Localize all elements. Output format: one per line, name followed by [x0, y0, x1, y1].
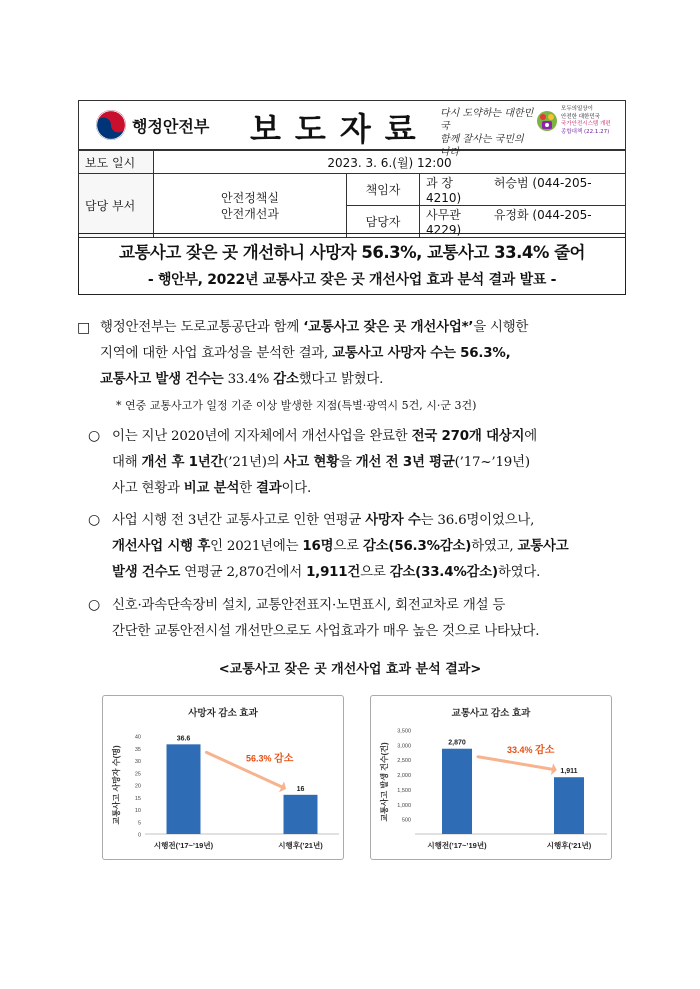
- contact-role: 책임자: [347, 174, 420, 206]
- y-tick-label: 3,000: [397, 743, 411, 750]
- safety-badge: [536, 106, 623, 136]
- x-tick-label: 시행후(’21년): [546, 841, 592, 850]
- chart-title: 교통사고 감소 효과: [451, 708, 531, 719]
- y-tick-label: 3,500: [397, 728, 411, 735]
- contact-name-phone: 유정화 (044-205-4229): [426, 208, 592, 237]
- text-run: 감소(56.3%감소): [362, 539, 472, 554]
- text-run: (’17~’19년): [454, 455, 530, 470]
- circle-bullet-icon: ○: [88, 597, 101, 613]
- paragraph-scope: [112, 424, 628, 502]
- trend-arrow: [478, 757, 552, 769]
- y-tick-label: 500: [401, 817, 411, 824]
- text-run: 결과: [256, 481, 282, 496]
- ministry-name: 행정안전부: [132, 116, 210, 136]
- text-run: (’21년)의: [223, 455, 284, 470]
- y-tick-label: 0: [137, 832, 141, 839]
- text-run: 하였다.: [497, 565, 541, 580]
- text-run: 는 36.6명이었으나,: [420, 513, 535, 528]
- text-run: 개선 후 1년간: [141, 455, 224, 470]
- bar-value-label: 1,911: [560, 768, 578, 776]
- release-info-table: [78, 150, 626, 238]
- text-run: 1,911건: [306, 565, 361, 580]
- accidents-bar-chart: [371, 696, 611, 859]
- text-run: 하였고,: [471, 539, 518, 554]
- badge-line: 안전한 대한민국: [561, 113, 600, 120]
- dept-line: 안전정책실: [221, 190, 279, 205]
- slogan-line: 함께 잘사는 국민의 나라: [440, 134, 524, 158]
- text-run: 행정안전부는 도로교통공단과 함께: [100, 320, 304, 335]
- badge-line: 국가안전시스템 개편: [561, 121, 611, 127]
- y-tick-label: 10: [134, 808, 141, 814]
- slogan-line: 다시 도약하는 대한민국: [440, 108, 534, 132]
- text-run: 대해: [112, 455, 142, 470]
- bar: [284, 795, 318, 834]
- bar-value-label: 2,870: [448, 739, 466, 747]
- paragraph-results: [112, 508, 628, 586]
- y-tick-label: 1,000: [397, 802, 411, 809]
- text-run: 을 시행한: [473, 320, 529, 335]
- y-axis-label: 교통사고 발생 건수(건): [380, 742, 389, 822]
- text-run: 인 2021년에는: [210, 539, 303, 554]
- text-run: 교통사고 사망자 수는 56.3%,: [332, 346, 511, 361]
- y-tick-label: 30: [134, 759, 141, 765]
- text-line: [100, 341, 630, 367]
- y-tick-label: 20: [134, 783, 141, 790]
- headline-title: 교통사고 잦은 곳 개선하니 사망자 56.3%, 교통사고 33.4% 줄어: [119, 243, 585, 262]
- y-tick-label: 2,500: [397, 758, 411, 765]
- y-tick-label: 2,000: [397, 773, 411, 780]
- y-tick-label: 40: [134, 734, 141, 741]
- bar-value-label: 16: [296, 785, 305, 793]
- text-run: 비교 분석: [183, 481, 240, 496]
- text-line: [100, 367, 630, 393]
- bar: [554, 777, 584, 834]
- text-run: 33.4%: [223, 372, 274, 387]
- text-run: 감소(33.4%감소): [389, 565, 498, 580]
- y-tick-label: 5: [137, 820, 141, 827]
- y-axis-label: 교통사고 사망자 수(명): [112, 745, 121, 825]
- text-line: [100, 315, 630, 341]
- text-run: 했다고 밝혔다.: [298, 372, 384, 387]
- contact-position: 사무관: [426, 208, 461, 222]
- text-run: 으로: [333, 539, 363, 554]
- text-run: 발생 건수도: [112, 565, 181, 580]
- info-row: [79, 174, 626, 206]
- text-line: [112, 476, 628, 502]
- y-tick-label: 15: [134, 795, 141, 802]
- text-run: ‘교통사고 잦은 곳 개선사업*’: [303, 320, 474, 335]
- text-run: 지역에 대한 사업 효과성을 분석한 결과,: [100, 346, 333, 361]
- x-tick-label: 시행후(’21년): [278, 841, 323, 850]
- reduction-annotation: [507, 743, 555, 756]
- safety-badge-text: [561, 106, 623, 136]
- text-line: [112, 560, 628, 586]
- reduction-percent: 33.4%: [507, 744, 536, 755]
- text-run: 교통사고: [517, 539, 569, 554]
- text-run: 한: [239, 481, 256, 496]
- text-line: [112, 424, 628, 450]
- text-run: 개선 전 3년 평균: [355, 455, 455, 470]
- chart-title: 사망자 감소 효과: [188, 708, 258, 719]
- text-run: 을: [338, 455, 356, 470]
- text-line: [112, 450, 628, 476]
- document-title: 보도자료: [250, 110, 430, 148]
- dept-line: 안전개선과: [221, 206, 279, 221]
- reduction-percent: 56.3%: [246, 753, 275, 764]
- square-bullet-icon: □: [77, 320, 91, 336]
- badge-line: 종합대책 (22.1.27): [561, 128, 610, 135]
- text-run: 개선사업 시행 후: [112, 539, 211, 554]
- text-run: 사고 현황: [283, 455, 339, 470]
- reduction-annotation: [246, 752, 294, 765]
- fatalities-bar-chart: [103, 696, 343, 859]
- y-tick-label: 1,500: [397, 787, 411, 794]
- government-emblem-icon: [96, 110, 126, 140]
- dept-label: 담당 부서: [79, 174, 154, 238]
- text-run: 에: [524, 429, 538, 444]
- headline-subtitle: - 행안부, 2022년 교통사고 잦은 곳 개선사업 효과 분석 결과 발표 -: [147, 272, 557, 288]
- safety-logo-icon: [536, 108, 558, 134]
- reduction-word: 감소: [535, 744, 555, 756]
- bar-value-label: 36.6: [176, 735, 191, 743]
- contact-position: 과 장: [426, 176, 453, 190]
- text-run: 사망자 수: [365, 513, 421, 528]
- y-tick-label: 25: [134, 771, 141, 778]
- text-run: 이는 지난 2020년에 지자체에서 개선사업을 완료한: [112, 429, 412, 444]
- text-line: [112, 534, 628, 560]
- section-title: <교통사고 잦은 곳 개선사업 효과 분석 결과>: [218, 662, 482, 677]
- circle-bullet-icon: ○: [88, 512, 101, 528]
- dept-name: [154, 174, 347, 238]
- text-line: 간단한 교통안전시설 개선만으로도 사업효과가 매우 높은 것으로 나타났다.: [112, 624, 540, 639]
- chart-accidents: [370, 695, 612, 860]
- footnote: * 연중 교통사고가 일정 기준 이상 발생한 지점(특별·광역시 5건, 시·군 3건): [116, 399, 477, 412]
- text-line: [112, 508, 628, 534]
- x-tick-label: 시행전(’17~’19년): [427, 841, 487, 850]
- text-run: 연평균 2,870건에서: [180, 565, 307, 580]
- x-tick-label: 시행전(’17~’19년): [153, 841, 214, 850]
- paragraph-intro: [100, 315, 630, 393]
- bar: [167, 744, 201, 834]
- badge-line: 모두의일상이: [561, 106, 593, 112]
- circle-bullet-icon: ○: [88, 428, 101, 444]
- chart-fatalities: [102, 695, 344, 860]
- ministry-logo: [96, 108, 209, 142]
- info-row: [79, 151, 626, 174]
- text-run: 사업 시행 전 3년간 교통사고로 인한 연평균: [112, 513, 366, 528]
- release-date: 2023. 3. 6.(월) 12:00: [154, 151, 626, 174]
- contact-detail: [420, 174, 626, 206]
- text-run: 이다.: [281, 481, 312, 496]
- text-line: 신호·과속단속장비 설치, 교통안전표지·노면표시, 회전교차로 개설 등: [112, 598, 506, 613]
- text-run: 교통사고 발생 건수는: [100, 372, 224, 387]
- contact-role: 담당자: [347, 206, 420, 238]
- text-run: 16명: [302, 539, 334, 554]
- y-tick-label: 35: [134, 746, 141, 753]
- paragraph-conclusion: [112, 593, 628, 645]
- text-run: 으로: [360, 565, 390, 580]
- date-label: 보도 일시: [79, 151, 154, 174]
- text-run: 감소: [273, 372, 299, 387]
- text-run: 사고 현황과: [112, 481, 184, 496]
- text-run: 전국 270개 대상지: [411, 429, 525, 444]
- contact-name-phone: 허승범 (044-205-4210): [426, 176, 592, 205]
- headline-box: [78, 233, 626, 295]
- bar: [442, 749, 472, 834]
- reduction-word: 감소: [274, 753, 294, 765]
